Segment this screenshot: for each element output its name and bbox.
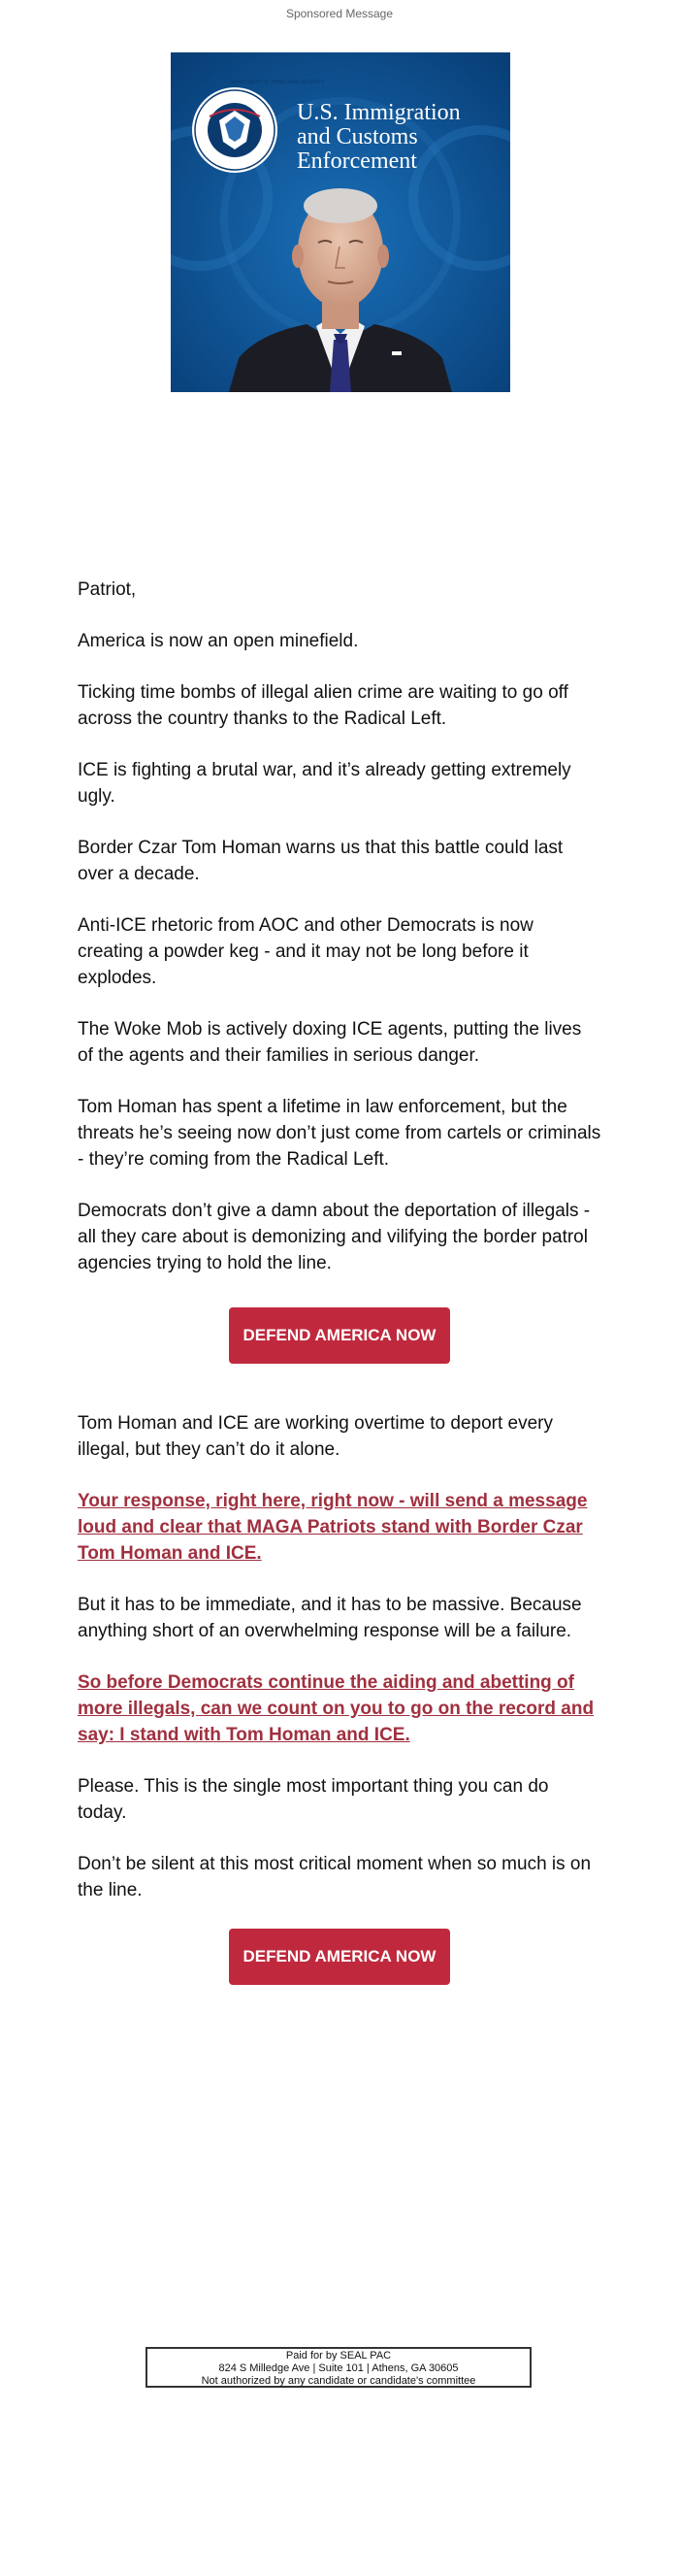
paragraph: Please. This is the single most important thing you can do today. [78,1776,549,1823]
stand-with-link[interactable]: So before Democrats continue the aiding and abetting of more illegals, can we count on you to go on the record and say: I stand with Tom Homan and ICE. [78,1672,595,1745]
cta-container [78,1307,601,1364]
paragraph: The Woke Mob is actively doxing ICE agents, putting the lives of the agents and their families in serious danger. [78,1019,582,1066]
disclaimer-line: Paid for by SEAL PAC [285,2350,392,2361]
paragraph: Ticking time bombs of illegal alien crime are waiting to go off across the country thanks to the Radical Left. [78,682,568,729]
agency-line-2: and Customs [297,124,418,149]
paragraph: Don’t be silent at this most critical moment when so much is on the line. [78,1854,592,1900]
paragraph: ICE is fighting a brutal war, and it’s already getting extremely ugly. [78,760,571,807]
paragraph: Border Czar Tom Homan warns us that this battle could last over a decade. [78,838,564,884]
agency-line-3: Enforcement [297,149,417,174]
paragraph: Tom Homan has spent a lifetime in law enforcement, but the threats he’s seeing now don’t just come from cartels or criminals - they’re coming from the Radical Left. [78,1097,601,1170]
paragraph: Tom Homan and ICE are working overtime to deport every illegal, but they can’t do it alone. [78,1413,553,1460]
paragraph: America is now an open minefield. [78,631,359,651]
email-body [78,577,601,1985]
paragraph: But it has to be immediate, and it has to be massive. Because anything short of an overwhelming response will be a failure. [78,1595,582,1641]
sponsored-label: Sponsored Message [285,7,394,20]
dhs-seal-icon [192,87,277,173]
paragraph: Democrats don’t give a damn about the deportation of illegals - all they care about is demonizing and vilifying the border patrol agencies trying to hold the line. [78,1201,591,1273]
response-link[interactable]: Your response, right here, right now - will send a message loud and clear that MAGA Patriots stand with Border Czar Tom Homan and ICE. [78,1491,588,1564]
salutation: Patriot, [78,579,137,600]
defend-america-button-2[interactable]: DEFEND AMERICA NOW [229,1929,450,1985]
agency-line-1: U.S. Immigration [297,100,461,125]
disclaimer-line: 824 S Milledge Ave | Suite 101 | Athens, GA 30605 [218,2362,459,2374]
disclaimer-line: Not authorized by any candidate or candidate's committee [201,2375,476,2387]
paragraph: Anti-ICE rhetoric from AOC and other Democrats is now creating a powder keg - and it may not be long before it explodes. [78,915,534,988]
paid-for-disclaimer [146,2347,532,2388]
seal-text: DEPARTMENT OF HOMELAND SECURITY [229,80,325,85]
hero-image[interactable] [171,52,510,392]
defend-america-button[interactable]: DEFEND AMERICA NOW [229,1307,450,1364]
cta-container [78,1929,601,1985]
